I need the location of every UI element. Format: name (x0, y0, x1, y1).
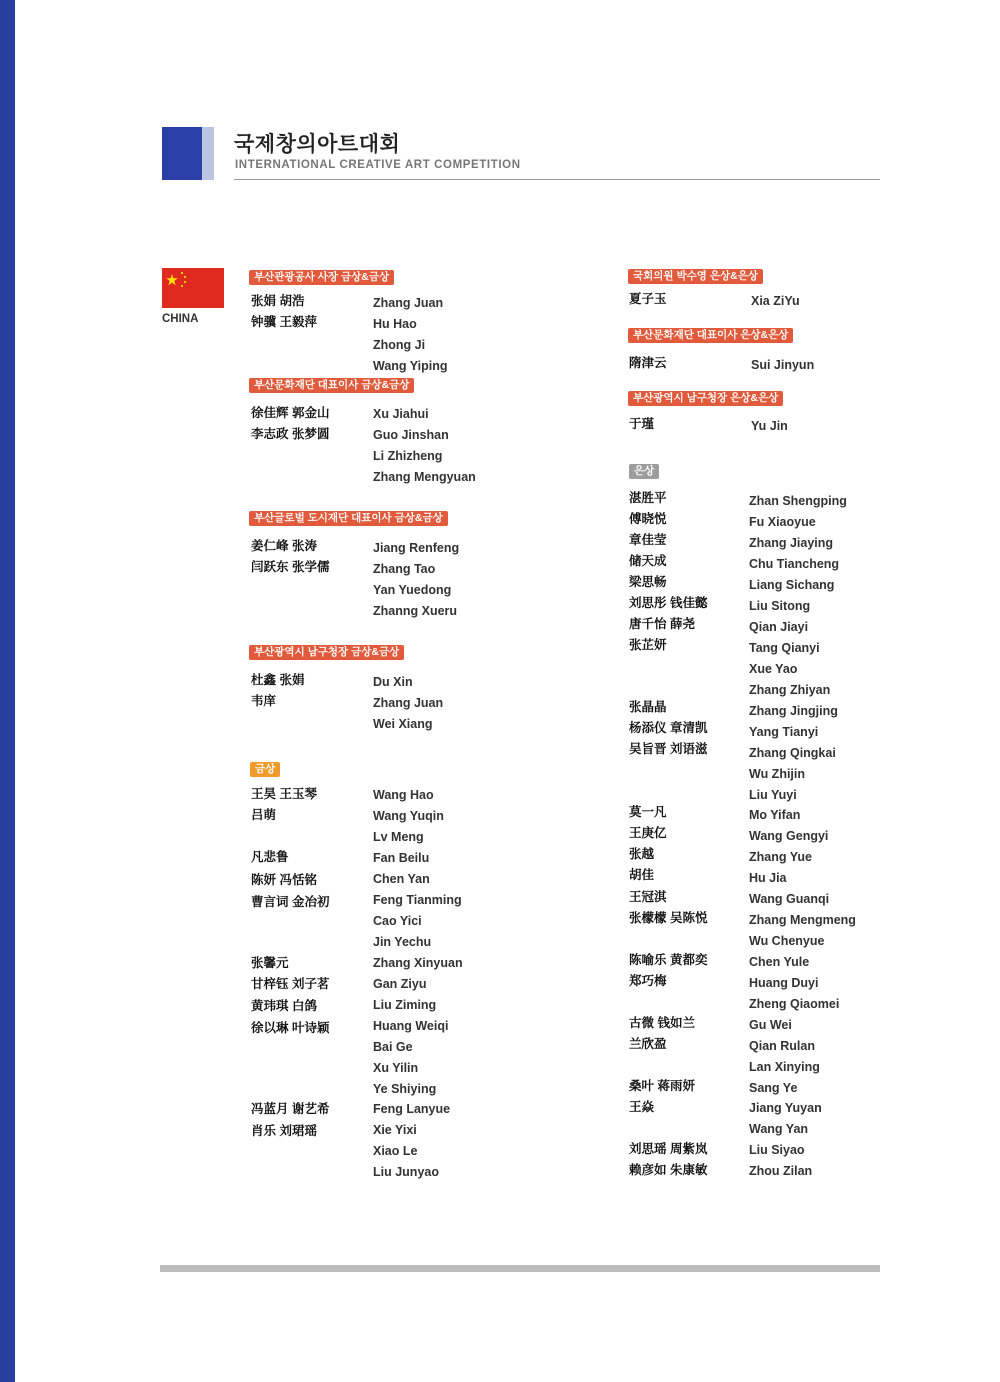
english-name: Ye Shiying (373, 1082, 437, 1096)
english-name: Huang Duyi (749, 976, 819, 990)
english-name: Du Xin (373, 675, 413, 689)
english-name: Wang Gengyi (749, 829, 829, 843)
award-badge: 국회의원 박수영 은상&은상 (628, 269, 763, 284)
chinese-name: 徐以琳 叶诗颖 (251, 1021, 330, 1035)
english-name: Chen Yule (749, 955, 810, 969)
english-name: Zheng Qiaomei (749, 997, 840, 1011)
english-name: Chu Tiancheng (749, 557, 840, 571)
chinese-name: 王焱 (629, 1100, 655, 1114)
chinese-name: 胡佳 (629, 868, 655, 882)
english-name: Hu Jia (749, 871, 787, 885)
english-name: Huang Weiqi (373, 1019, 449, 1033)
english-name: Li Zhizheng (373, 449, 443, 463)
english-name: Wei Xiang (373, 717, 433, 731)
chinese-name: 王冠淇 (629, 890, 667, 904)
english-name: Yan Yuedong (373, 583, 452, 597)
english-name: Yang Tianyi (749, 725, 819, 739)
english-name: Wang Yiping (373, 359, 448, 373)
english-name: Jin Yechu (373, 935, 432, 949)
english-name: Zhang Xinyuan (373, 956, 463, 970)
english-name: Xiao Le (373, 1144, 418, 1158)
english-name: Jiang Renfeng (373, 541, 460, 555)
chinese-name: 王昊 王玉琴 (251, 787, 317, 801)
chinese-name: 甘梓钰 刘子茗 (251, 977, 330, 991)
english-name: Gan Ziyu (373, 977, 427, 991)
english-name: Zhang Tao (373, 562, 436, 576)
english-name: Yu Jin (751, 419, 788, 433)
english-name: Zhang Qingkai (749, 746, 836, 760)
english-name: Sui Jinyun (751, 358, 815, 372)
english-name: Fu Xiaoyue (749, 515, 816, 529)
page-title: 국제창의아트대회 (234, 133, 401, 156)
chinese-name: 赖彦如 朱康敏 (629, 1163, 708, 1177)
header-light-block (202, 127, 214, 180)
side-accent-bar (0, 0, 15, 1382)
english-name: Wang Hao (373, 788, 434, 802)
english-name: Wang Yan (749, 1122, 809, 1136)
chinese-name: 曹言词 金冶初 (251, 895, 330, 909)
english-name: Jiang Yuyan (749, 1101, 822, 1115)
chinese-name: 隋津云 (629, 356, 667, 370)
english-name: Zhou Zilan (749, 1164, 813, 1178)
chinese-name: 吕萌 (251, 808, 277, 822)
chinese-name: 张馨元 (251, 956, 289, 970)
chinese-name: 于瑾 (629, 417, 655, 431)
chinese-name: 杨添仪 章清凯 (629, 721, 708, 735)
english-name: Xu Yilin (373, 1061, 419, 1075)
chinese-name: 张娟 胡浩 (251, 294, 305, 308)
english-name: Wang Yuqin (373, 809, 444, 823)
chinese-name: 张芷妍 (629, 638, 667, 652)
chinese-name: 傅晓悦 (629, 512, 667, 526)
english-name: Hu Hao (373, 317, 417, 331)
chinese-name: 张晶晶 (629, 700, 667, 714)
english-name: Xia ZiYu (751, 294, 800, 308)
english-name: Zhang Mengmeng (749, 913, 856, 927)
english-name: Cao Yici (373, 914, 422, 928)
chinese-name: 冯蓝月 谢艺希 (251, 1102, 330, 1116)
award-badge: 부산광역시 남구청장 금상&금상 (249, 645, 404, 660)
english-name: Wang Guanqi (749, 892, 830, 906)
english-name: Liu Ziming (373, 998, 437, 1012)
award-badge: 부산문화재단 대표이사 은상&은상 (628, 328, 793, 343)
english-name: Bai Ge (373, 1040, 413, 1054)
chinese-name: 张越 (629, 847, 655, 861)
header-divider (234, 179, 880, 180)
english-name: Feng Lanyue (373, 1102, 451, 1116)
award-badge: 부산광역시 남구청장 은상&은상 (628, 391, 783, 406)
english-name: Zhan Shengping (749, 494, 847, 508)
footer-divider (160, 1265, 880, 1272)
chinese-name: 徐佳辉 郭金山 (251, 406, 330, 420)
english-name: Zhang Jiaying (749, 536, 834, 550)
chinese-name: 兰欣盈 (629, 1037, 667, 1051)
english-name: Liu Sitong (749, 599, 811, 613)
chinese-name: 张檬檬 吴陈悦 (629, 911, 708, 925)
award-badge: 부산문화재단 대표이사 금상&금상 (249, 378, 414, 393)
chinese-name: 闫跃东 张学儒 (251, 560, 330, 574)
chinese-name: 杜鑫 张娟 (251, 673, 305, 687)
english-name: Sang Ye (749, 1081, 798, 1095)
country-label: CHINA (162, 313, 199, 325)
chinese-name: 梁思畅 (629, 575, 667, 589)
english-name: Lv Meng (373, 830, 424, 844)
chinese-name: 郑巧梅 (629, 974, 667, 988)
chinese-name: 刘思瑶 周紫岚 (629, 1142, 708, 1156)
chinese-name: 莫一凡 (629, 805, 667, 819)
chinese-name: 钟骥 王毅萍 (251, 315, 317, 329)
chinese-name: 凡悲鲁 (251, 850, 289, 864)
chinese-name: 陈喻乐 黄都奕 (629, 953, 708, 967)
english-name: Zhang Jingjing (749, 704, 838, 718)
english-name: Zhang Juan (373, 296, 444, 310)
english-name: Feng Tianming (373, 893, 462, 907)
english-name: Xie Yixi (373, 1123, 417, 1137)
chinese-name: 章佳莹 (629, 533, 667, 547)
silver-award-badge: 은상 (629, 464, 659, 479)
english-name: Zhang Mengyuan (373, 470, 476, 484)
chinese-name: 湛胜平 (629, 491, 667, 505)
chinese-name: 夏子玉 (629, 292, 667, 306)
english-name: Wu Chenyue (749, 934, 825, 948)
english-name: Xue Yao (749, 662, 798, 676)
english-name: Wu Zhijin (749, 767, 806, 781)
chinese-name: 储天成 (629, 554, 667, 568)
english-name: Xu Jiahui (373, 407, 429, 421)
english-name: Lan Xinying (749, 1060, 820, 1074)
english-name: Zhang Yue (749, 850, 812, 864)
chinese-name: 王庚亿 (629, 826, 667, 840)
chinese-name: 韦庠 (251, 694, 277, 708)
chinese-name: 姜仁峰 张涛 (251, 539, 317, 553)
chinese-name: 李志政 张梦圆 (251, 427, 330, 441)
english-name: Liang Sichang (749, 578, 835, 592)
english-name: Liu Yuyi (749, 788, 797, 802)
page-subtitle: INTERNATIONAL CREATIVE ART COMPETITION (235, 159, 521, 171)
header-blue-block (162, 127, 202, 180)
chinese-name: 古微 钱如兰 (629, 1016, 695, 1030)
english-name: Guo Jinshan (373, 428, 449, 442)
award-badge: 부산관광공사 사장 금상&금상 (249, 270, 394, 285)
chinese-name: 陈妍 冯恬铭 (251, 873, 317, 887)
english-name: Qian Rulan (749, 1039, 815, 1053)
english-name: Gu Wei (749, 1018, 792, 1032)
english-name: Liu Siyao (749, 1143, 805, 1157)
english-name: Zhong Ji (373, 338, 426, 352)
english-name: Fan Beilu (373, 851, 430, 865)
chinese-name: 吴旨晋 刘语滋 (629, 742, 708, 756)
english-name: Mo Yifan (749, 808, 801, 822)
chinese-name: 肖乐 刘珺瑶 (251, 1124, 317, 1138)
english-name: Zhang Juan (373, 696, 444, 710)
chinese-name: 刘思彤 钱佳懿 (629, 596, 708, 610)
chinese-name: 唐千怡 薛尧 (629, 617, 695, 631)
english-name: Qian Jiayi (749, 620, 809, 634)
english-name: Liu Junyao (373, 1165, 439, 1179)
chinese-name: 桑叶 蒋雨妍 (629, 1079, 695, 1093)
english-name: Tang Qianyi (749, 641, 820, 655)
gold-award-badge: 금상 (250, 762, 280, 777)
china-flag-icon (162, 268, 224, 308)
english-name: Zhang Zhiyan (749, 683, 831, 697)
award-badge: 부산글로벌 도시재단 대표이사 금상&금상 (249, 511, 448, 526)
chinese-name: 黄玮琪 白鸽 (251, 999, 317, 1013)
english-name: Zhanng Xueru (373, 604, 458, 618)
english-name: Chen Yan (373, 872, 430, 886)
